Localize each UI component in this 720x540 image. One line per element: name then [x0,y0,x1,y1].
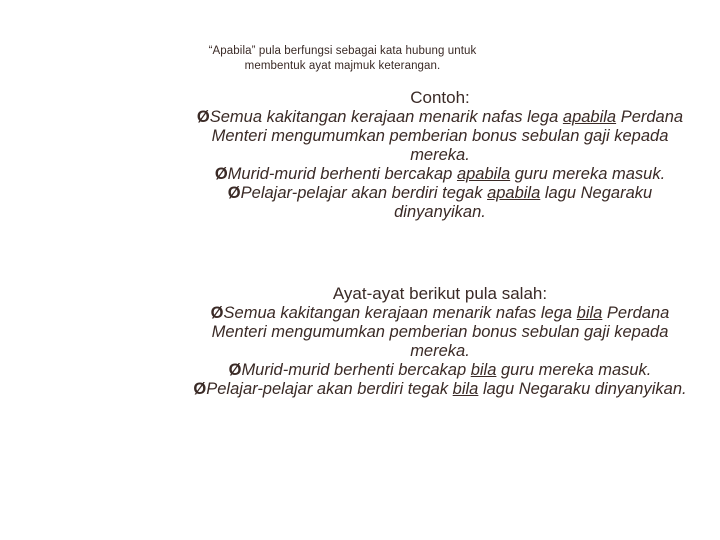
arrow-bullet-icon: Ø [228,361,242,379]
wrong-examples-section [190,284,690,399]
example-item [190,380,690,399]
example-text-before: Pelajar-pelajar akan berdiri tegak [206,380,453,398]
example-text-before: Semua kakitangan kerajaan menarik nafas lega [209,108,563,126]
arrow-bullet-icon: Ø [193,380,207,398]
example-item [190,165,690,184]
example-text-after: lagu Negaraku dinyanyikan. [394,184,653,221]
arrow-bullet-icon: Ø [210,304,224,322]
section-heading: Ayat-ayat berikut pula salah: [332,284,548,303]
example-text-after: lagu Negaraku dinyanyikan. [478,380,687,398]
example-text-after: Perdana Menteri mengumumkan pemberian bonus sebulan gaji kepada mereka. [211,304,670,360]
keyword-underlined: apabila [562,108,617,126]
intro-text: “Apabila” pula berfungsi sebagai kata hubung untuk membentuk ayat majmuk keterangan. [208,45,477,72]
example-text-after: Perdana Menteri mengumumkan pemberian bonus sebulan gaji kepada mereka. [211,108,684,164]
arrow-bullet-icon: Ø [227,184,241,202]
example-text-before: Semua kakitangan kerajaan menarik nafas lega [223,304,577,322]
keyword-underlined: bila [576,304,603,322]
example-item [190,304,690,361]
example-text-after: guru mereka masuk. [496,361,652,379]
keyword-underlined: apabila [456,165,511,183]
example-text-before: Pelajar-pelajar akan berdiri tegak [240,184,488,202]
keyword-underlined: apabila [487,184,541,202]
section-heading: Contoh: [410,88,470,107]
example-text-before: Murid-murid berhenti bercakap [227,165,457,183]
arrow-bullet-icon: Ø [196,108,210,126]
correct-examples-section [190,88,690,222]
example-item [190,108,690,165]
keyword-underlined: bila [452,380,479,398]
example-item [190,184,690,222]
example-text-after: guru mereka masuk. [510,165,666,183]
example-item [190,361,690,380]
arrow-bullet-icon: Ø [214,165,228,183]
example-text-before: Murid-murid berhenti bercakap [241,361,471,379]
keyword-underlined: bila [470,361,497,379]
